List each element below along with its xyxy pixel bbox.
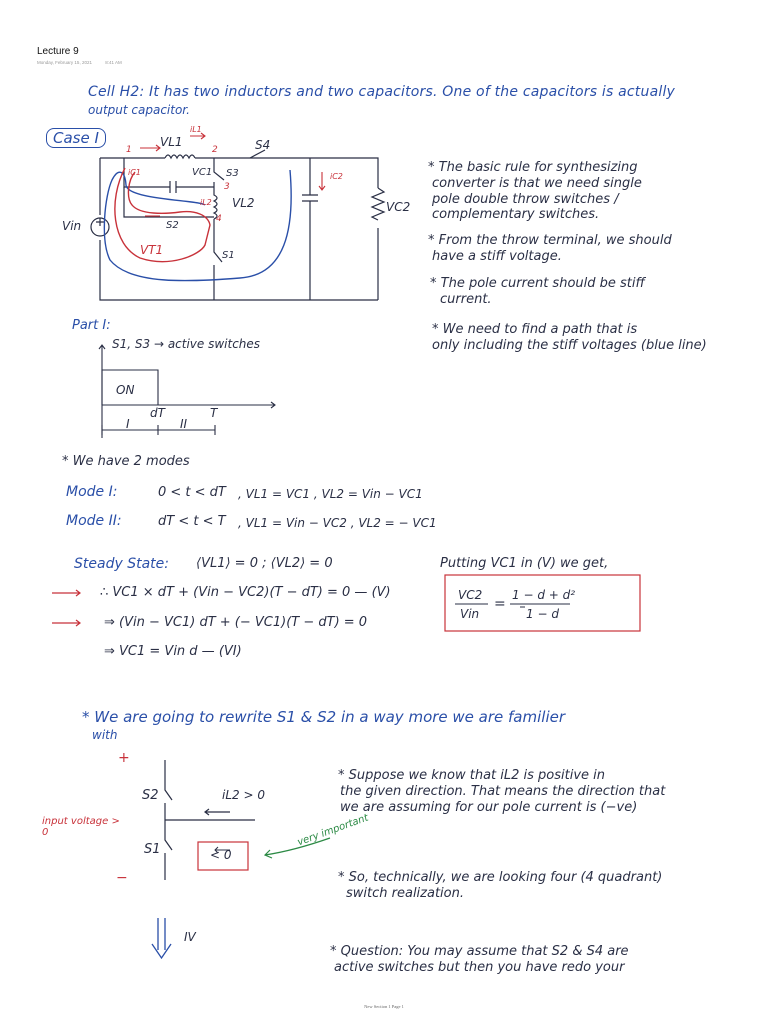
minus-sign: − bbox=[116, 870, 128, 886]
node-3: 3 bbox=[224, 182, 230, 192]
note-rule-1: * The basic rule for synthesizing bbox=[428, 160, 638, 175]
page-time: 8:41 AM bbox=[105, 60, 122, 65]
note-rule-2: converter is that we need single bbox=[432, 176, 642, 191]
page-title: Lecture 9 bbox=[37, 46, 79, 57]
mode2-range: dT < t < T bbox=[158, 514, 226, 529]
label-vt1: VT1 bbox=[140, 243, 164, 257]
label-s1: S1 bbox=[222, 250, 235, 261]
steady-eq-2: ⇒ (Vin − VC1) dT + (− VC1)(T − dT) = 0 bbox=[104, 615, 368, 630]
arrow-label: IV bbox=[184, 930, 196, 944]
page-footer: New Section 1 Page 1 bbox=[364, 1004, 404, 1009]
interval-2-label: II bbox=[180, 417, 188, 431]
input-voltage-label: input voltage > 0 bbox=[42, 816, 120, 838]
active-switches-label: S1, S3 → active switches bbox=[112, 337, 261, 351]
ratio-numerator: VC2 bbox=[458, 588, 483, 602]
note-throw-2: have a stiff voltage. bbox=[432, 249, 562, 264]
plus-sign: + bbox=[118, 750, 130, 766]
note-suppose-3: we are assuming for our pole current is (−ve) bbox=[340, 800, 638, 815]
note-question-2: active switches but then you have redo your bbox=[334, 960, 625, 975]
note-rule-3: pole double throw switches / bbox=[432, 192, 619, 207]
label-s4: S4 bbox=[255, 138, 271, 152]
steady-eq-3: ⇒ VC1 = Vin d — (VI) bbox=[104, 644, 242, 659]
steady-state-label: Steady State: bbox=[74, 556, 169, 572]
intro-line-1: Cell H2: It has two inductors and two capacitors. One of the capacitors is actually bbox=[88, 84, 676, 100]
mode1-equations: , VL1 = VC1 , VL2 = Vin − VC1 bbox=[238, 487, 423, 501]
label-s2: S2 bbox=[166, 220, 179, 231]
note-throw-1: * From the throw terminal, we should bbox=[428, 233, 672, 248]
il2-label: iL2 > 0 bbox=[222, 788, 265, 802]
rewrite-line-2: with bbox=[92, 728, 118, 742]
steady-state-condition: ⟨VL1⟩ = 0 ; ⟨VL2⟩ = 0 bbox=[196, 556, 333, 571]
label-vc2: VC2 bbox=[386, 200, 411, 214]
negative-box-label: < 0 bbox=[210, 848, 232, 862]
node-2: 2 bbox=[212, 145, 218, 155]
mode1-range: 0 < t < dT bbox=[158, 485, 226, 500]
on-label: ON bbox=[116, 383, 135, 397]
label-s3: S3 bbox=[226, 168, 239, 179]
very-important-label: very important bbox=[296, 812, 370, 849]
t-label: T bbox=[210, 406, 218, 420]
label-ic1: iC1 bbox=[128, 168, 141, 177]
switch-s1-label: S1 bbox=[144, 842, 161, 857]
steady-eq-1: ∴ VC1 × dT + (Vin − VC2)(T − dT) = 0 — (V) bbox=[100, 585, 391, 600]
label-il2: iL2 bbox=[200, 198, 212, 207]
note-pole-1: * The pole current should be stiff bbox=[430, 276, 645, 291]
label-ic2: iC2 bbox=[330, 172, 343, 181]
note-path-1: * We need to find a path that is bbox=[432, 322, 638, 337]
part-label: Part I: bbox=[72, 318, 111, 333]
note-question-1: * Question: You may assume that S2 & S4 are bbox=[330, 944, 629, 959]
page-date: Monday, February 15, 2021 bbox=[37, 60, 92, 65]
label-vl1: VL1 bbox=[160, 135, 183, 149]
ratio-denominator: Vin bbox=[460, 607, 480, 621]
note-suppose-1: * Suppose we know that iL2 is positive in bbox=[338, 768, 606, 783]
switch-s2-label: S2 bbox=[142, 788, 159, 803]
result-denominator: 1 − d bbox=[526, 607, 559, 621]
mode1-label: Mode I: bbox=[66, 484, 118, 500]
note-pole-2: current. bbox=[440, 292, 492, 307]
label-vc1: VC1 bbox=[192, 167, 213, 178]
rewrite-line-1: * We are going to rewrite S1 & S2 in a way more we are familier bbox=[82, 708, 566, 726]
note-rule-4: complementary switches. bbox=[432, 207, 600, 222]
node-4: 4 bbox=[216, 214, 222, 224]
note-suppose-2: the given direction. That means the direction that bbox=[340, 784, 666, 799]
label-vl2: VL2 bbox=[232, 196, 255, 210]
result-numerator: 1 − d + d² bbox=[512, 588, 576, 602]
node-1: 1 bbox=[126, 145, 132, 155]
label-vin: Vin bbox=[62, 219, 82, 233]
mode2-equations: , VL1 = Vin − VC2 , VL2 = − VC1 bbox=[238, 516, 437, 530]
label-il1: iL1 bbox=[190, 125, 202, 134]
modes-header: * We have 2 modes bbox=[62, 454, 190, 469]
note-technically-2: switch realization. bbox=[346, 886, 464, 901]
intro-line-2: output capacitor. bbox=[88, 103, 190, 117]
note-path-2: only including the stiff voltages (blue line) bbox=[432, 338, 707, 353]
note-technically-1: * So, technically, we are looking four (4 quadrant) bbox=[338, 870, 663, 885]
dt-label: dT bbox=[150, 406, 165, 420]
case-label: Case I bbox=[46, 128, 106, 148]
putting-label: Putting VC1 in (V) we get, bbox=[440, 556, 609, 571]
equals-sign: = bbox=[494, 596, 506, 612]
interval-1-label: I bbox=[126, 417, 130, 431]
mode2-label: Mode II: bbox=[66, 513, 122, 529]
